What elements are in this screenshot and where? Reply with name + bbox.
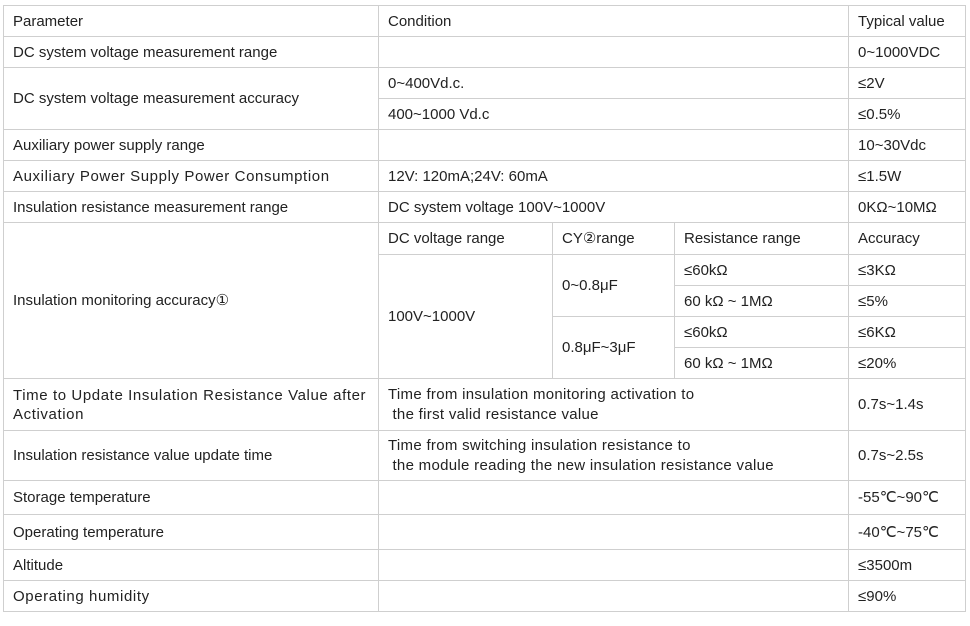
accuracy-cell: ≤5% [849,286,966,317]
param-cell: Operating temperature [4,515,379,550]
value-cell: ≤3500m [849,550,966,581]
param-cell: Insulation monitoring accuracy① [4,223,379,379]
value-cell: ≤90% [849,581,966,612]
table-row [4,37,966,68]
condition-cell: 0~400Vd.c. [379,68,849,99]
param-cell: Auxiliary Power Supply Power Consumption [4,161,379,192]
value-cell: 0.7s~1.4s [849,379,966,431]
cy-range-cell: 0~0.8μF [553,255,675,317]
resistance-range-cell: ≤60kΩ [675,255,849,286]
param-cell: Insulation resistance measurement range [4,192,379,223]
table-row [4,130,966,161]
header-typical-value: Typical value [849,6,966,37]
condition-cell: Time from switching insulation resistance to the module reading the new insulation resistance value [379,431,849,481]
value-cell: ≤1.5W [849,161,966,192]
param-cell: Storage temperature [4,481,379,515]
sub-header-accuracy: Accuracy [849,223,966,255]
table-header-row [4,6,966,37]
table-row [4,550,966,581]
table-row [4,68,966,99]
table-row [4,223,966,255]
value-cell: 10~30Vdc [849,130,966,161]
table-row [4,581,966,612]
value-cell: 0.7s~2.5s [849,431,966,481]
table-row [4,192,966,223]
value-cell: -55℃~90℃ [849,481,966,515]
param-cell: Time to Update Insulation Resistance Value after Activation [4,379,379,431]
accuracy-cell: ≤3KΩ [849,255,966,286]
param-cell: DC system voltage measurement accuracy [4,68,379,130]
condition-cell [379,515,849,550]
condition-cell [379,481,849,515]
condition-cell [379,130,849,161]
table-row [4,161,966,192]
table-row [4,431,966,481]
header-condition: Condition [379,6,849,37]
sub-header-cy-range: CY②range [553,223,675,255]
param-cell: DC system voltage measurement range [4,37,379,68]
sub-header-resistance-range: Resistance range [675,223,849,255]
param-cell: Auxiliary power supply range [4,130,379,161]
condition-cell [379,37,849,68]
value-cell: 0~1000VDC [849,37,966,68]
table-row [4,379,966,431]
condition-cell: 12V: 120mA;24V: 60mA [379,161,849,192]
table-row [4,481,966,515]
voltage-range-cell: 100V~1000V [379,255,553,379]
value-cell: -40℃~75℃ [849,515,966,550]
param-cell: Altitude [4,550,379,581]
table-row [4,515,966,550]
cy-range-cell: 0.8μF~3μF [553,317,675,379]
condition-cell: DC system voltage 100V~1000V [379,192,849,223]
value-cell: ≤2V [849,68,966,99]
resistance-range-cell: ≤60kΩ [675,317,849,348]
param-cell: Operating humidity [4,581,379,612]
condition-cell [379,581,849,612]
accuracy-cell: ≤20% [849,348,966,379]
condition-cell: Time from insulation monitoring activation to the first valid resistance value [379,379,849,431]
resistance-range-cell: 60 kΩ ~ 1MΩ [675,286,849,317]
resistance-range-cell: 60 kΩ ~ 1MΩ [675,348,849,379]
value-cell: 0KΩ~10MΩ [849,192,966,223]
value-cell: ≤0.5% [849,99,966,130]
condition-cell [379,550,849,581]
sub-header-voltage-range: DC voltage range [379,223,553,255]
condition-cell: 400~1000 Vd.c [379,99,849,130]
spec-table [3,5,966,612]
accuracy-cell: ≤6KΩ [849,317,966,348]
param-cell: Insulation resistance value update time [4,431,379,481]
header-parameter: Parameter [4,6,379,37]
